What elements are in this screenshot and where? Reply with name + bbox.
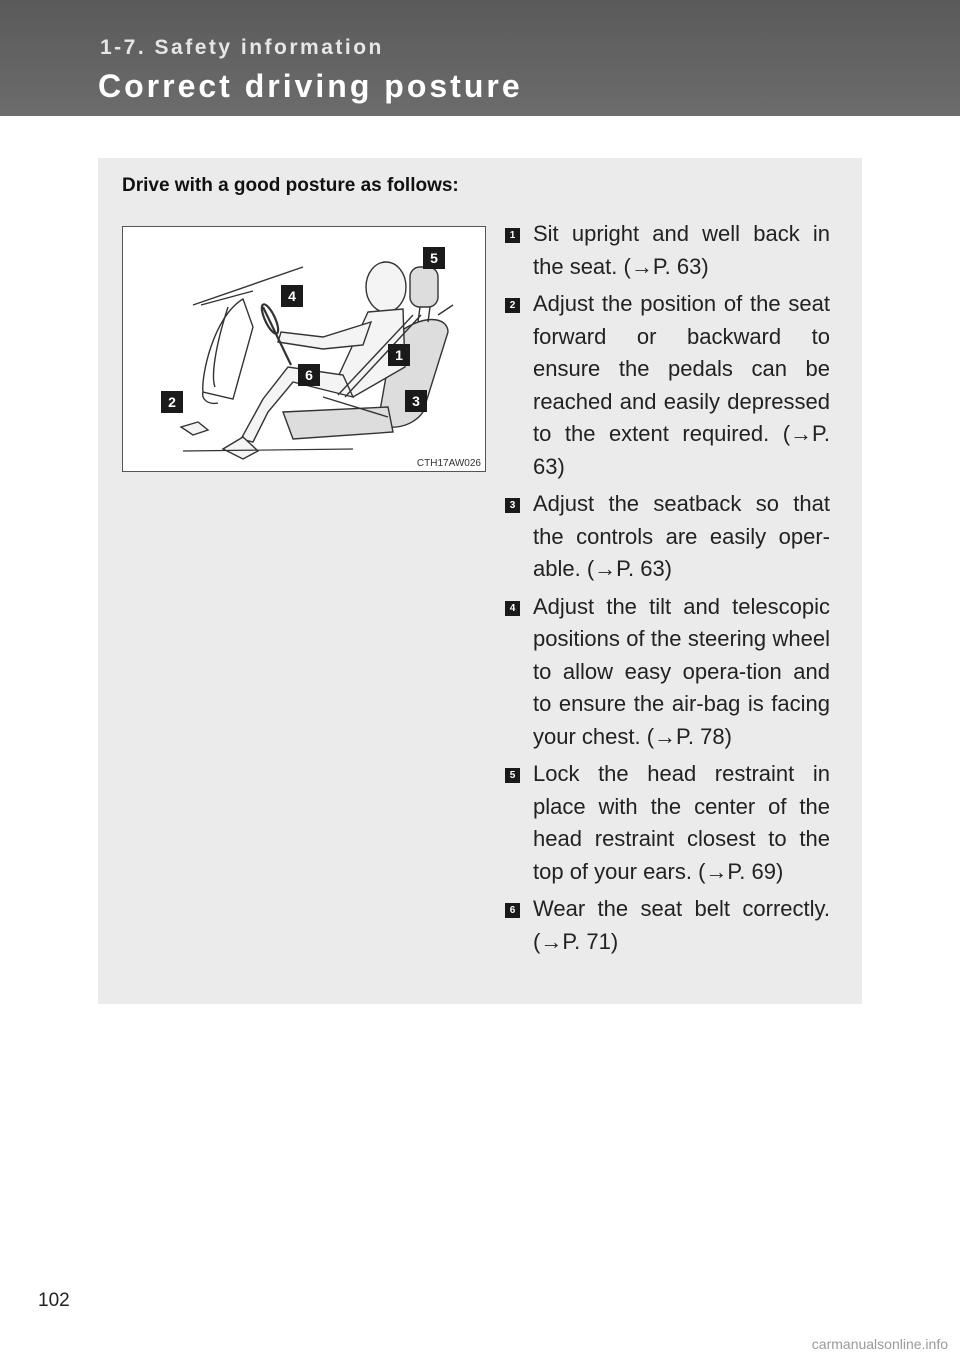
page-header [0,0,960,116]
svg-text:2: 2 [168,394,176,410]
callout-badge-6 [298,364,320,386]
figure-code: CTH17AW026 [416,458,481,469]
step-item [505,218,830,283]
intro-text: Drive with a good posture as follows: [122,175,459,196]
svg-text:6: 6 [305,367,313,383]
step-number-badge: 6 [505,903,520,918]
callout-badge-3 [405,390,427,412]
step-text: Lock the head restraint in place with the center of the head restraint closest to the top of your ears. (→P. 69) [533,761,830,884]
step-item [505,893,830,958]
step-text: Adjust the tilt and telescopic positions of the steering wheel to allow easy opera-tion and to ensure the air-bag is facing your chest. (→P. 78) [533,593,830,749]
step-number-badge: 4 [505,601,520,616]
step-number-badge: 2 [505,298,520,313]
page-title: Correct driving posture [98,68,523,104]
step-number-badge: 5 [505,768,520,783]
step-number-badge: 1 [505,228,520,243]
step-item [505,288,830,483]
step-text: Wear the seat belt correctly. (→P. 71) [533,896,830,954]
callout-badge-5 [423,247,445,269]
page-number: 102 [38,1290,70,1311]
step-item [505,488,830,586]
driving-posture-illustration [122,226,486,472]
watermark-link[interactable]: carmanualsonline.info [811,1336,948,1352]
callout-badge-1 [388,344,410,366]
step-item [505,591,830,754]
posture-steps-list [505,218,830,963]
step-text: Adjust the seatback so that the controls are easily oper-able. (→P. 63) [533,491,830,581]
svg-text:5: 5 [430,250,438,266]
svg-text:4: 4 [288,288,296,304]
step-text: Adjust the position of the seat forward or backward to ensure the pedals can be reached and easily depressed to the extent required. (→P. 63) [533,291,830,479]
step-item [505,758,830,888]
svg-text:3: 3 [412,393,420,409]
step-text: Sit upright and well back in the seat. (→P. 63) [533,221,830,279]
callout-badge-2 [161,391,183,413]
posture-drawing [123,227,485,471]
step-number-badge: 3 [505,498,520,513]
callout-badge-4 [281,285,303,307]
svg-text:1: 1 [395,347,403,363]
section-label: 1-7. Safety information [100,36,384,59]
